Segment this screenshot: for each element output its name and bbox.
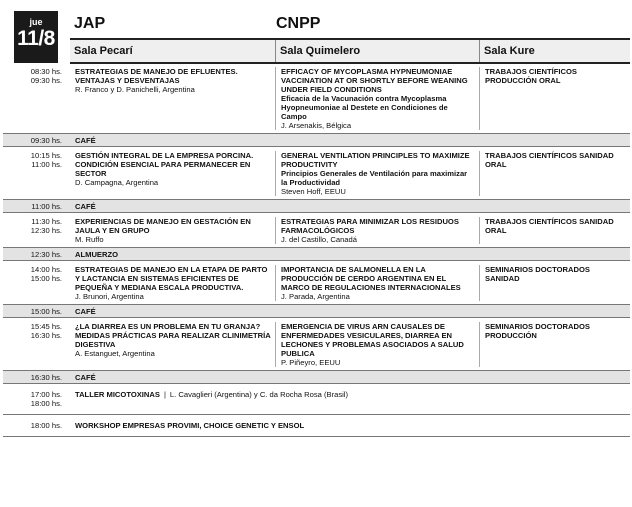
time-slot [3, 307, 70, 316]
break-cell [70, 136, 275, 145]
session-title: ¿LA DIARREA ES UN PROBLEMA EN TU GRANJA? MEDIDAS PRÁCTICAS PARA REALIZAR CLINIMETRÍA DIGESTIVA [75, 322, 271, 349]
start-time: 12:30 hs. [30, 249, 62, 259]
session-row [3, 213, 630, 248]
end-time: 16:30 hs. [30, 331, 62, 340]
organization-jap: JAP [74, 15, 106, 32]
start-time: 10:15 hs. [30, 151, 62, 160]
time-slot [3, 390, 70, 408]
wide-session-cell [70, 421, 630, 430]
end-time: 11:00 hs. [31, 160, 62, 169]
session-row [3, 261, 630, 305]
room-header-kure: Sala Kure [479, 40, 630, 62]
break-cell [70, 373, 275, 382]
break-label: CAFÉ [75, 201, 96, 211]
schedule-rows [3, 63, 630, 437]
session-cell-kure [479, 151, 630, 196]
break-row [3, 200, 630, 213]
break-row [3, 248, 630, 261]
start-time: 09:30 hs. [30, 135, 62, 145]
session-cell-quimelero [275, 151, 479, 196]
session-title: ESTRATEGIAS PARA MINIMIZAR LOS RESIDUOS FARMACOLÓGICOS [281, 217, 459, 235]
break-row [3, 134, 630, 147]
time-slot [3, 373, 70, 382]
time-slot [3, 421, 70, 430]
end-time: 09:30 hs. [30, 76, 62, 85]
session-cell-pecari [70, 151, 275, 196]
session-row [3, 318, 630, 371]
time-slot [3, 151, 70, 196]
start-time: 17:00 hs. [30, 390, 62, 399]
session-title: IMPORTANCIA DE SALMONELLA EN LA PRODUCCIÓN DE CERDO ARGENTINA EN EL MARCO DE REGULACIONES INTERNACIONALES [281, 265, 461, 292]
session-cell-quimelero [275, 67, 479, 130]
break-label: CAFÉ [75, 372, 96, 382]
session-title: ESTRATEGIAS DE MANEJO EN LA ETAPA DE PARTO Y LACTANCIA EN SISTEMAS EFICIENTES DE PEQUEÑA Y MEDIANA ESCALA PRODUCTIVA. [75, 265, 268, 292]
start-time: 14:00 hs. [30, 265, 62, 274]
session-cell-pecari [70, 217, 275, 244]
session-author: J. Arsenakis, Bélgica [281, 121, 352, 130]
session-title: GENERAL VENTILATION PRINCIPLES TO MAXIMIZE PRODUCTIVITY [281, 151, 470, 169]
start-time: 16:30 hs. [30, 372, 62, 382]
start-time: 08:30 hs. [30, 67, 62, 76]
start-time: 11:00 hs. [31, 201, 62, 211]
session-author: J. Parada, Argentina [281, 292, 350, 301]
session-author: P. Piñeyro, EEUU [281, 358, 341, 367]
session-row [3, 147, 630, 200]
date-number: 11/8 [17, 27, 55, 50]
end-time: 15:00 hs. [30, 274, 62, 283]
session-title: EXPERIENCIAS DE MANEJO EN GESTACIÓN EN JAULA Y EN GRUPO [75, 217, 251, 235]
time-slot [3, 250, 70, 259]
time-slot [3, 322, 70, 367]
session-cell-pecari [70, 322, 275, 367]
session-author: J. del Castillo, Canadá [281, 235, 357, 244]
session-cell-kure [479, 265, 630, 301]
session-cell-kure [479, 67, 630, 130]
schedule-header [3, 7, 630, 63]
time-slot [3, 202, 70, 211]
session-title: SEMINARIOS DOCTORADOS PRODUCCIÓN [485, 322, 590, 340]
session-cell-quimelero [275, 265, 479, 301]
end-time: 18:00 hs. [30, 399, 62, 408]
schedule-table [3, 7, 630, 437]
separator: | [163, 390, 166, 399]
time-slot [3, 136, 70, 145]
session-title: ESTRATEGIAS DE MANEJO DE EFLUENTES. VENTAJAS Y DESVENTAJAS [75, 67, 238, 85]
break-cell [70, 202, 275, 211]
session-title: SEMINARIOS DOCTORADOS SANIDAD [485, 265, 590, 283]
session-author: Steven Hoff, EEUU [281, 187, 346, 196]
session-title: TALLER MICOTOXINAS [75, 390, 160, 399]
start-time: 11:30 hs. [31, 217, 62, 226]
session-author: D. Campagna, Argentina [75, 178, 159, 187]
session-title: WORKSHOP EMPRESAS PROVIMI, CHOICE GENETIC Y ENSOL [75, 421, 305, 430]
break-label: CAFÉ [75, 135, 96, 145]
session-title: GESTIÓN INTEGRAL DE LA EMPRESA PORCINA. CONDICIÓN ESENCIAL PARA PERMANECER EN SECTOR [75, 151, 254, 178]
session-title: TRABAJOS CIENTÍFICOS SANIDAD ORAL [485, 217, 614, 235]
session-author: J. Brunori, Argentina [75, 292, 144, 301]
session-cell-kure [479, 217, 630, 244]
session-author: A. Estanguet, Argentina [75, 349, 155, 358]
session-cell-quimelero [275, 322, 479, 367]
session-cell-pecari [70, 67, 275, 130]
end-time: 12:30 hs. [30, 226, 62, 235]
start-time: 18:00 hs. [30, 421, 62, 430]
session-cell-quimelero [275, 217, 479, 244]
session-title: TRABAJOS CIENTÍFICOS PRODUCCIÓN ORAL [485, 67, 577, 85]
break-label: CAFÉ [75, 306, 96, 316]
session-author: L. Cavaglieri (Argentina) y C. da Rocha Rosa (Brasil) [169, 390, 349, 399]
session-subtitle: Eficacia de la Vacunación contra Mycoplasma Hyopneumoniae al Destete en Condiciones de Campo [281, 94, 448, 121]
room-header-pecari: Sala Pecarí [74, 45, 133, 57]
break-row [3, 305, 630, 318]
start-time: 15:45 hs. [30, 322, 62, 331]
wide-session-cell [70, 390, 630, 408]
break-label: ALMUERZO [75, 249, 119, 259]
session-title: EMERGENCIA DE VIRUS ARN CAUSALES DE ENFERMEDADES VESICULARES, DIARREA EN LECHONES Y PROBLEMAS ASOCIADOS A SALUD PUBLICA [281, 322, 464, 358]
session-title: TRABAJOS CIENTÍFICOS SANIDAD ORAL [485, 151, 614, 169]
time-slot [3, 265, 70, 301]
organization-cnpp: CNPP [276, 15, 321, 32]
date-badge [14, 11, 58, 63]
session-author: M. Ruffo [75, 235, 104, 244]
break-cell [70, 307, 275, 316]
session-cell-pecari [70, 265, 275, 301]
session-row [3, 63, 630, 134]
session-title: EFFICACY OF MYCOPLASMA HYPNEUMONIAE VACCINATION AT OR SHORTLY BEFORE WEANING UNDER FIELD CONDITIONS [281, 67, 468, 94]
time-slot [3, 67, 70, 130]
start-time: 15:00 hs. [30, 306, 62, 316]
session-subtitle: Principios Generales de Ventilación para maximizar la Productividad [281, 169, 468, 187]
day-of-week: jue [29, 17, 43, 27]
time-slot [3, 217, 70, 244]
break-row [3, 371, 630, 384]
session-row-wide [3, 384, 630, 415]
break-cell [70, 250, 275, 259]
room-header-quimelero: Sala Quimelero [275, 40, 479, 62]
session-author: R. Franco y D. Panichelli, Argentina [75, 85, 195, 94]
room-header-bar [70, 38, 630, 64]
session-cell-kure [479, 322, 630, 367]
session-row-wide [3, 415, 630, 437]
